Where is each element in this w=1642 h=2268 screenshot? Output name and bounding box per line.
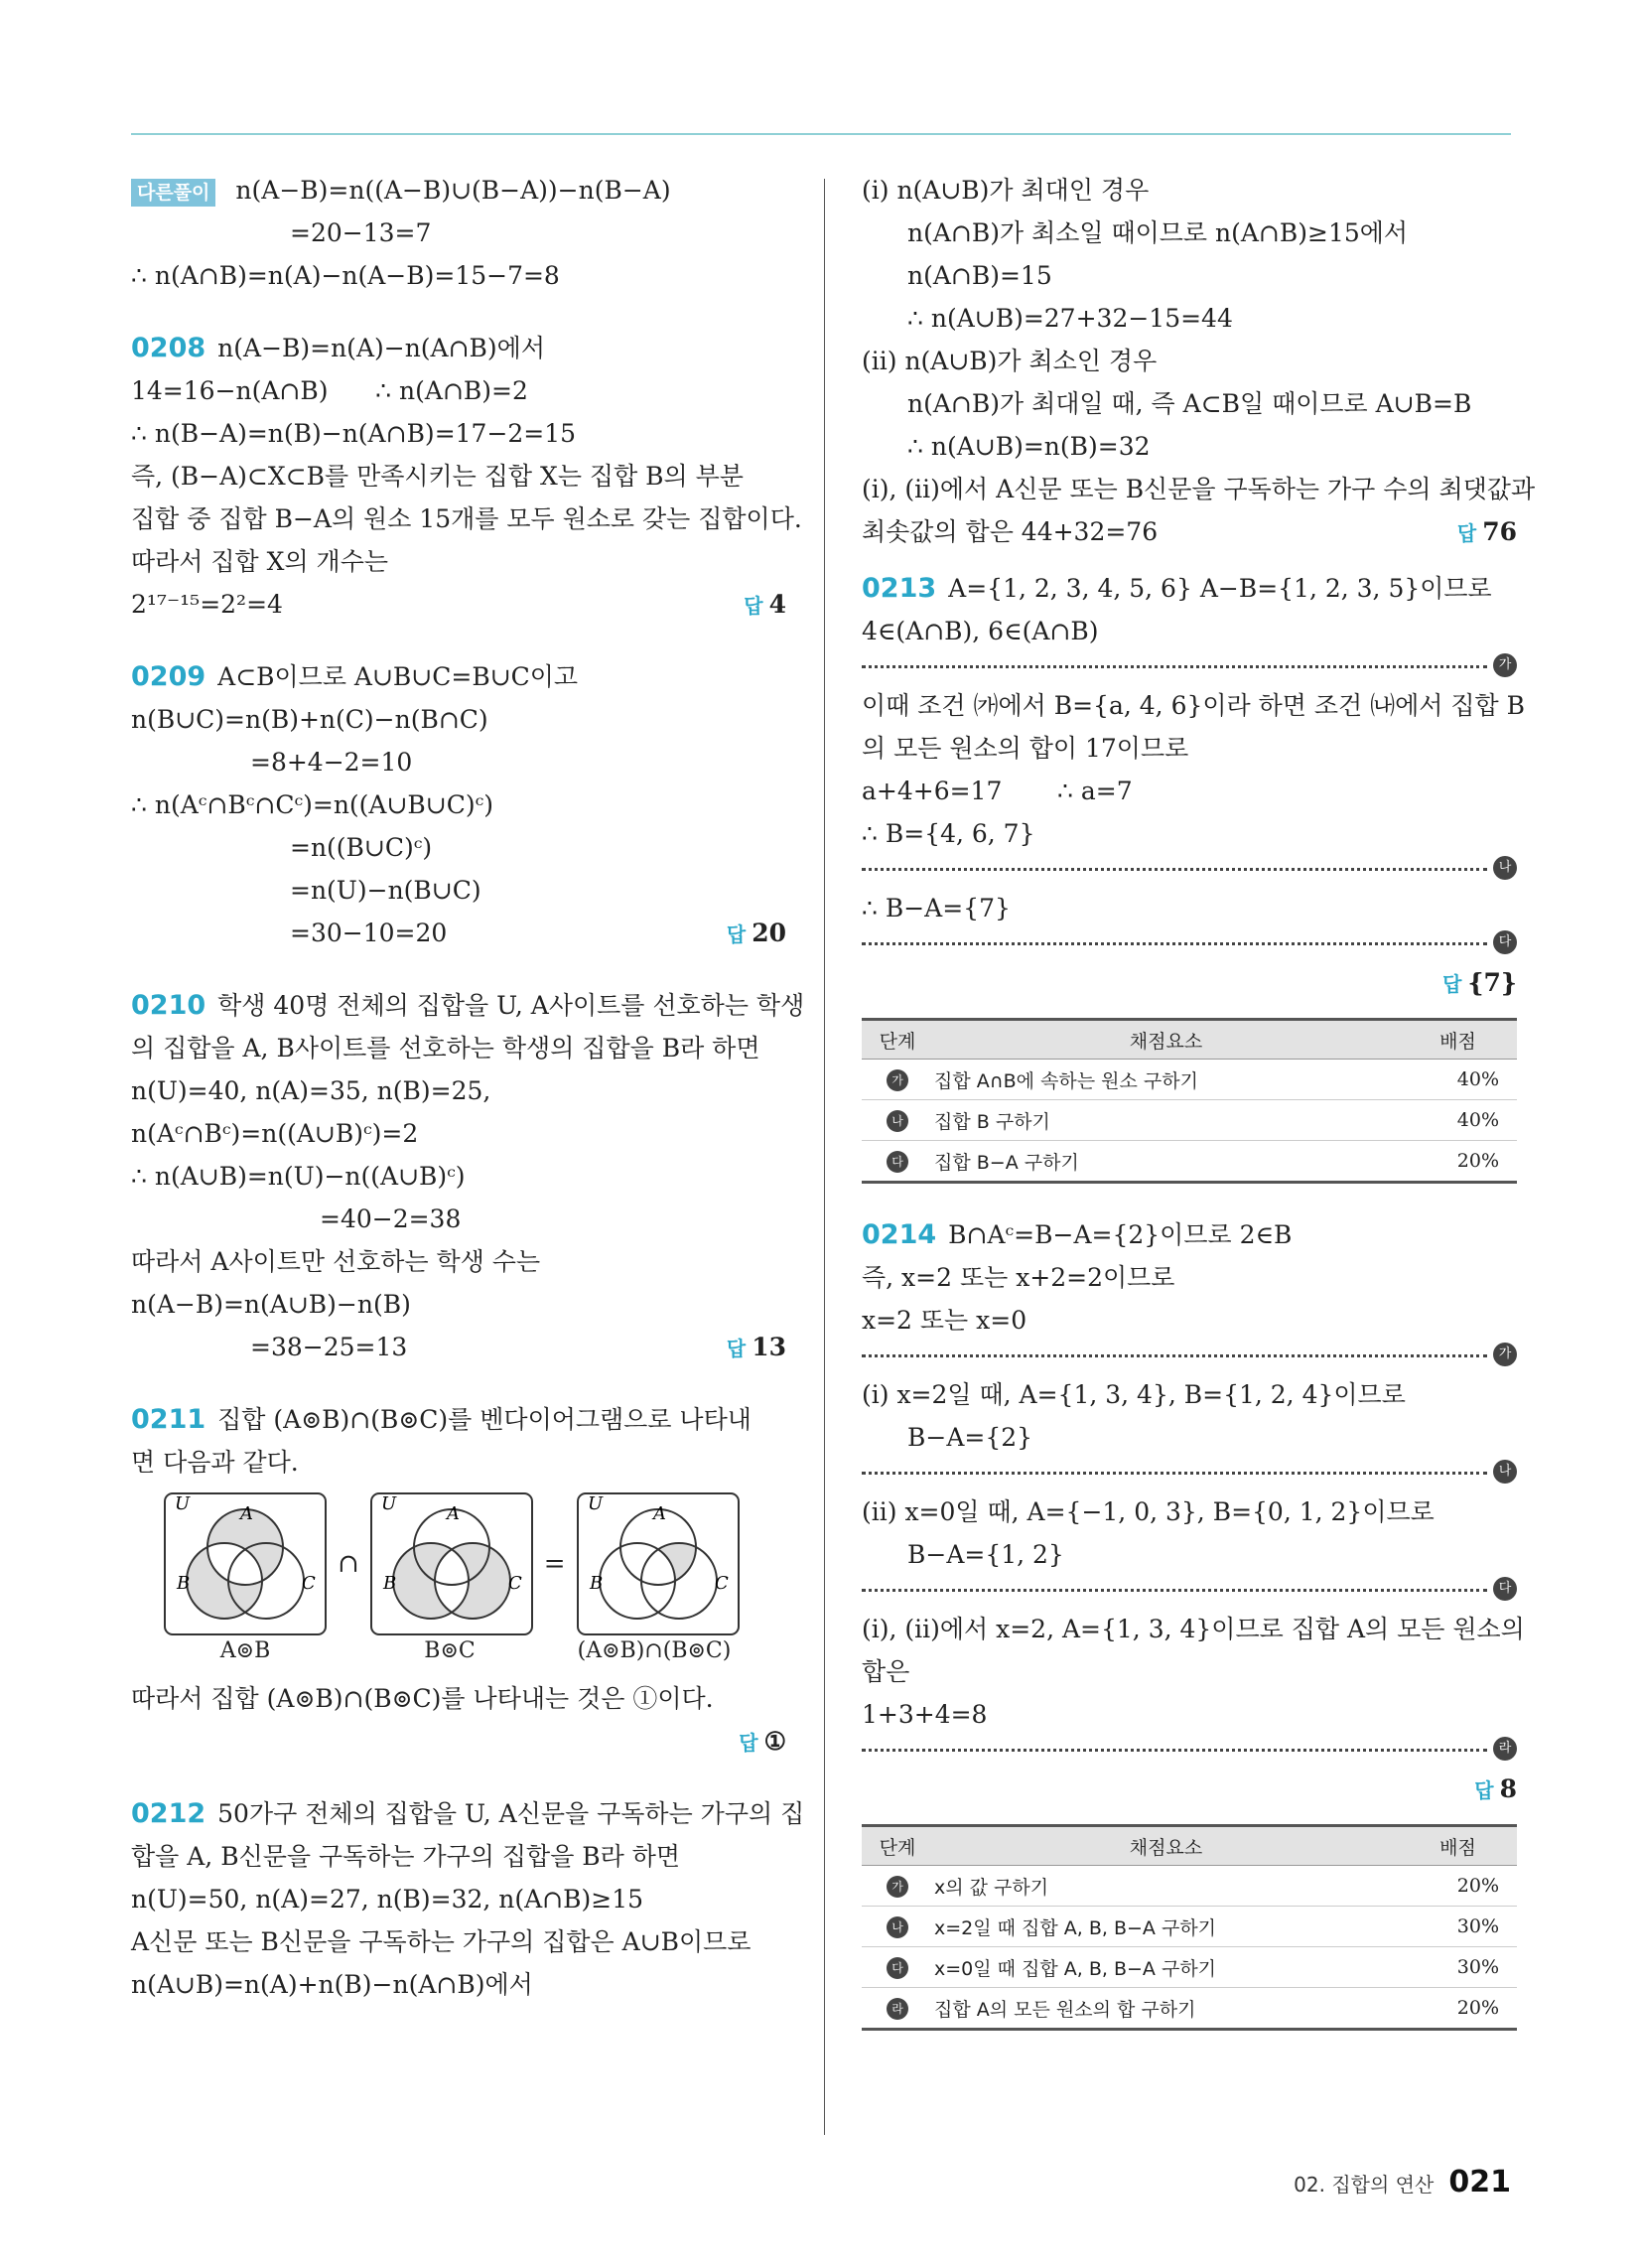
- step-marker: 다: [887, 1151, 908, 1173]
- text-line: =n(U)−n(B∪C): [290, 876, 481, 905]
- table-header: 배점: [1399, 1826, 1517, 1866]
- text-line: ∴ n(A∪B)=n(B)=32: [907, 432, 1151, 461]
- text-line: n(A∪B)=n(A)+n(B)−n(A∩B)에서: [131, 1970, 533, 1999]
- text-line: A신문 또는 B신문을 구독하는 가구의 집합은 A∪B이므로: [131, 1927, 752, 1956]
- text-line: (ⅰ), (ⅱ)에서 x=2, A={1, 3, 4}이므로 집합 A의 모든 원소의: [862, 1615, 1525, 1643]
- text-line: =8+4−2=10: [250, 748, 413, 777]
- problem-0211-heading: 0211 집합 (A⊚B)∩(B⊚C)를 벤다이어그램으로 나타내: [131, 1404, 752, 1435]
- venn-label-b: B: [382, 1573, 397, 1594]
- text-line: ∴ B={4, 6, 7}: [862, 819, 1035, 848]
- text-line: n(U)=40, n(A)=35, n(B)=25,: [131, 1076, 491, 1105]
- problem-number: 0212: [131, 1798, 206, 1829]
- text-line: B−A={2}: [907, 1423, 1033, 1452]
- problem-number: 0211: [131, 1404, 206, 1435]
- answer: 답 20: [726, 919, 786, 947]
- text-line: 즉, (B−A)⊂X⊂B를 만족시키는 집합 X는 집합 B의 부분: [131, 462, 744, 491]
- step-marker: 다: [887, 1957, 908, 1979]
- text-line: 의 모든 원소의 합이 17이므로: [862, 734, 1189, 763]
- table-header: 채점요소: [933, 1826, 1399, 1866]
- text-line: ∴ n(A∪B)=n(U)−n((A∪B)ᶜ): [131, 1162, 466, 1191]
- venn-caption: B⊚C: [424, 1638, 476, 1663]
- text-line: a+4+6=17 ∴ a=7: [862, 777, 1133, 805]
- venn-diagram-result: [574, 1489, 743, 1638]
- step-marker: 다: [1493, 1577, 1517, 1601]
- problem-number: 0210: [131, 990, 206, 1021]
- text-line: n(A−B)=n(A∪B)−n(B): [131, 1290, 411, 1319]
- text-line: B−A={1, 2}: [907, 1540, 1064, 1569]
- equals-symbol: =: [543, 1549, 566, 1579]
- text-line: n(B∪C)=n(B)+n(C)−n(B∩C): [131, 705, 488, 734]
- step-marker: 나: [1493, 1460, 1517, 1484]
- text-line: =30−10=20 답 20: [131, 912, 786, 954]
- text-line: =n((B∪C)ᶜ): [290, 833, 433, 862]
- problem-number: 0213: [862, 573, 937, 604]
- venn-diagram-a-sym-b: [161, 1489, 330, 1638]
- text-line: 합을 A, B신문을 구독하는 가구의 집합을 B라 하면: [131, 1842, 681, 1871]
- venn-label-a: A: [652, 1503, 666, 1524]
- venn-label-u: U: [380, 1493, 396, 1514]
- venn-label-a: A: [446, 1503, 460, 1524]
- text-line: 따라서 집합 X의 개수는: [131, 547, 388, 576]
- step-marker: 나: [887, 1916, 908, 1938]
- text-line: 따라서 집합 (A⊚B)∩(B⊚C)를 나타내는 것은 ①이다.: [131, 1684, 714, 1713]
- venn-label-c: C: [302, 1573, 316, 1594]
- table-header: 단계: [862, 1826, 933, 1866]
- problem-number: 0209: [131, 661, 206, 692]
- step-marker: 가: [887, 1069, 908, 1091]
- venn-label-c: C: [714, 1573, 729, 1594]
- step-divider: [862, 1459, 1517, 1490]
- answer: 답 13: [726, 1333, 786, 1361]
- scoring-table-0213: [862, 1018, 1517, 1184]
- text-line: n(A∩B)=15: [907, 261, 1052, 290]
- text-line: 면 다음과 같다.: [131, 1448, 299, 1477]
- table-row: 가 집합 A∩B에 속하는 원소 구하기 40%: [862, 1060, 1517, 1100]
- problem-0208-heading: 0208 n(A−B)=n(A)−n(A∩B)에서: [131, 333, 545, 363]
- venn-caption: (A⊚B)∩(B⊚C): [577, 1638, 732, 1663]
- scoring-table-0214: [862, 1824, 1517, 2031]
- text-line: n(U)=50, n(A)=27, n(B)=32, n(A∩B)≥15: [131, 1885, 644, 1914]
- answer-line: [862, 1768, 1517, 1810]
- step-marker: 라: [887, 1998, 908, 2020]
- venn-label-a: A: [240, 1503, 253, 1524]
- text-line: (ⅰ) n(A∪B)가 최대인 경우: [862, 176, 1150, 205]
- table-row: 나 x=2일 때 집합 A, B, B−A 구하기 30%: [862, 1907, 1517, 1947]
- table-row: 나 집합 B 구하기 40%: [862, 1100, 1517, 1141]
- text-line: 4∈(A∩B), 6∈(A∩B): [862, 617, 1099, 645]
- step-marker: 나: [1493, 856, 1517, 880]
- answer: 답 4: [744, 590, 786, 619]
- text-line: =20−13=7: [290, 218, 432, 247]
- venn-diagram-b-sym-c: [367, 1489, 536, 1638]
- answer-line: [862, 961, 1517, 1004]
- alt-solution-line: 다른풀이 n(A−B)=n((A−B)∪(B−A))−n(B−A): [131, 169, 786, 212]
- step-divider: [862, 1736, 1517, 1768]
- left-column: [131, 169, 805, 2006]
- table-header: 채점요소: [933, 1020, 1399, 1060]
- text-line: n(Aᶜ∩Bᶜ)=n((A∪B)ᶜ)=2: [131, 1119, 419, 1148]
- venn-label-u: U: [587, 1493, 603, 1514]
- step-marker: 가: [1493, 1343, 1517, 1366]
- step-marker: 가: [887, 1876, 908, 1898]
- step-marker: 가: [1493, 653, 1517, 677]
- step-divider: [862, 1576, 1517, 1608]
- text-line: ∴ n(A∩B)=n(A)−n(A−B)=15−7=8: [131, 261, 560, 290]
- answer: 답 76: [1456, 517, 1517, 546]
- table-header: 단계: [862, 1020, 933, 1060]
- column-divider: [824, 179, 825, 2135]
- header-rule: [131, 133, 1511, 135]
- answer: 답 {7}: [1442, 968, 1517, 997]
- text-line: 1+3+4=8: [862, 1700, 988, 1729]
- text-line: 2¹⁷⁻¹⁵=2²=4 답 4: [131, 583, 786, 626]
- step-marker: 다: [1493, 930, 1517, 954]
- text-line: ∴ n(B−A)=n(B)−n(A∩B)=17−2=15: [131, 419, 577, 448]
- problem-number: 0208: [131, 333, 206, 363]
- text-line: 집합 중 집합 B−A의 원소 15개를 모두 원소로 갖는 집합이다.: [131, 504, 802, 533]
- step-divider: [862, 855, 1517, 887]
- text-line: (ⅰ) x=2일 때, A={1, 3, 4}, B={1, 2, 4}이므로: [862, 1380, 1406, 1409]
- problem-0210-heading: 0210 학생 40명 전체의 집합을 U, A사이트를 선호하는 학생: [131, 990, 805, 1021]
- text-line: 14=16−n(A∩B) ∴ n(A∩B)=2: [131, 376, 528, 405]
- text-line: 즉, x=2 또는 x+2=2이므로: [862, 1263, 1175, 1292]
- step-marker: 나: [887, 1110, 908, 1132]
- table-row: 다 집합 B−A 구하기 20%: [862, 1141, 1517, 1183]
- text-line: 합은: [862, 1657, 910, 1686]
- text-line: x=2 또는 x=0: [862, 1306, 1027, 1335]
- text-line: ∴ B−A={7}: [862, 894, 1011, 922]
- text-line: (ⅰ), (ⅱ)에서 A신문 또는 B신문을 구독하는 가구 수의 최댓값과: [862, 475, 1536, 503]
- problem-0213-heading: 0213 A={1, 2, 3, 4, 5, 6} A−B={1, 2, 3, 5}이므로: [862, 573, 1492, 604]
- problem-number: 0214: [862, 1219, 937, 1250]
- text-line: (ⅱ) n(A∪B)가 최소인 경우: [862, 347, 1158, 375]
- venn-label-b: B: [177, 1573, 191, 1594]
- problem-0212-heading: 0212 50가구 전체의 집합을 U, A신문을 구독하는 가구의 집: [131, 1798, 805, 1829]
- text-line: (ⅱ) x=0일 때, A={−1, 0, 3}, B={0, 1, 2}이므로: [862, 1497, 1435, 1526]
- venn-label-u: U: [175, 1493, 191, 1514]
- venn-captions: [161, 1638, 786, 1663]
- page-footer: [1294, 2165, 1511, 2199]
- step-marker: 라: [1493, 1737, 1517, 1761]
- answer: 답 ①: [739, 1727, 786, 1756]
- page-number: 021: [1448, 2165, 1511, 2199]
- text-line: 이때 조건 ㈎에서 B={a, 4, 6}이라 하면 조건 ㈏에서 집합 B: [862, 691, 1525, 720]
- intersection-symbol: ∩: [338, 1549, 359, 1579]
- right-column: [862, 169, 1536, 2031]
- text-line: =38−25=13 답 13: [131, 1326, 786, 1368]
- chapter-title: 02. 집합의 연산: [1294, 2173, 1435, 2197]
- venn-caption: A⊚B: [219, 1638, 271, 1663]
- table-row: 다 x=0일 때 집합 A, B, B−A 구하기 30%: [862, 1947, 1517, 1988]
- alt-solution-badge: 다른풀이: [131, 179, 215, 207]
- step-divider: [862, 652, 1517, 684]
- text-line: ∴ n(A∪B)=27+32−15=44: [907, 304, 1233, 333]
- venn-label-b: B: [589, 1573, 603, 1594]
- venn-label-c: C: [507, 1573, 522, 1594]
- text-line: 의 집합을 A, B사이트를 선호하는 학생의 집합을 B라 하면: [131, 1034, 760, 1063]
- problem-0214-heading: 0214 B∩Aᶜ=B−A={2}이므로 2∈B: [862, 1219, 1293, 1250]
- text-line: 따라서 A사이트만 선호하는 학생 수는: [131, 1247, 541, 1276]
- table-row: 라 집합 A의 모든 원소의 합 구하기 20%: [862, 1988, 1517, 2030]
- step-divider: [862, 1342, 1517, 1373]
- text-line: ∴ n(Aᶜ∩Bᶜ∩Cᶜ)=n((A∪B∪C)ᶜ): [131, 790, 494, 819]
- venn-diagram-row: [161, 1489, 786, 1638]
- table-row: 가 x의 값 구하기 20%: [862, 1866, 1517, 1907]
- answer: 답 8: [1474, 1774, 1517, 1803]
- table-header: 배점: [1399, 1020, 1517, 1060]
- answer-line: [131, 1720, 786, 1763]
- text-line: n(A∩B)가 최대일 때, 즉 A⊂B일 때이므로 A∪B=B: [907, 389, 1472, 418]
- text-line: n(A∩B)가 최소일 때이므로 n(A∩B)≥15에서: [907, 218, 1409, 247]
- text-line: =40−2=38: [320, 1205, 462, 1233]
- step-divider: [862, 929, 1517, 961]
- text-line: 최솟값의 합은 44+32=76 답 76: [862, 510, 1517, 553]
- problem-0209-heading: 0209 A⊂B이므로 A∪B∪C=B∪C이고: [131, 661, 579, 692]
